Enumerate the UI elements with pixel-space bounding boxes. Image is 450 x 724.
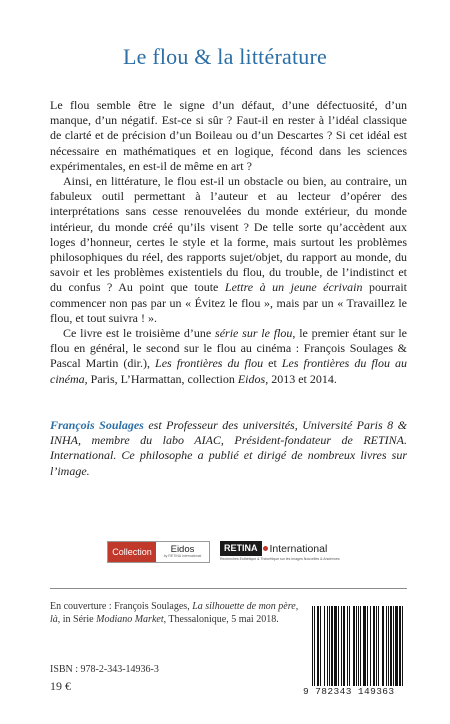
author-name: François Soulages — [50, 418, 144, 432]
paragraph-2 — [50, 174, 407, 326]
retina-logo-international: International — [269, 542, 328, 555]
paragraph-2-italic-title: Lettre à un jeune écrivain — [224, 280, 363, 295]
book-title: Le flou & la littérature — [123, 44, 327, 69]
author-bio-text: est Professeur des universités, Université Paris 8 & INHA, membre du labo AIAC, Président-fondateur de RETINA. International. Ce philosophe a publié et dirigé de nombreux livres sur l’image. — [50, 418, 408, 478]
cover-credit-line2-end: , Thessalonique, 5 mai 2018. — [163, 614, 279, 625]
collection-eidos-logo — [107, 541, 210, 563]
collection-logo-label: Collection — [108, 542, 156, 562]
retina-dot-icon — [263, 546, 268, 551]
cover-credit — [50, 600, 300, 626]
barcode — [303, 606, 405, 700]
cover-credit-work-title: La silhouette de mon père, là — [50, 601, 299, 625]
paragraph-3 — [50, 326, 407, 387]
retina-international-logo — [220, 541, 350, 563]
paragraph-3-series: série sur le flou — [215, 326, 293, 341]
price: 19 € — [50, 679, 71, 693]
paragraph-3-d: , Paris, L’Harmattan, collection — [84, 371, 235, 386]
cover-credit-prefix: En couverture : François Soulages, — [50, 601, 190, 612]
paragraph-2-text: Ainsi, en littérature, le flou est-il un obstacle ou bien, au contraire, un fabuleux outil permettant à l’auteur et au lecteur d’opérer des interprétations sans cesse renouvelées du monde extérieur, du monde intérieur, du monde créé qu’ils visent ? De telle sorte qu’accèdent aux loges d’honneur, certes le style et la forme, mais surtout les problèmes philosophiques du réel, des rapports sujet/objet, du rapport au monde, du savoir et les problèmes existentiels du flou, du trouble, de l’indistinct et du confus ? Au point que toute — [50, 174, 407, 295]
isbn: ISBN : 978-2-343-14936-3 — [50, 664, 159, 675]
retina-logo-tagline: Recherches Esthétique & Théorétique sur les Images Nouvelles & Anciennes — [220, 557, 340, 561]
divider-rule — [50, 588, 407, 589]
paragraph-1: Le flou semble être le signe d’un défaut, d’une défectuosité, d’un manque, d’un négatif. Est-ce si sûr ? Faut-il en rester à l’idéal classique de clarté et de précision d’un Boileau ou d’un Descartes ? Si cet idéal est nécessaire en mathématiques et en logique, fécond dans les sciences expérimentales, en est-il de même en art ? — [50, 98, 407, 173]
back-cover-text — [50, 98, 407, 387]
barcode-digits: 9 782343 149363 — [303, 686, 395, 697]
paragraph-3-e: , 2013 et 2014. — [265, 371, 337, 386]
cover-credit-line2-prefix: , in Série — [57, 614, 94, 625]
collection-logo-sub: by RETINA International — [163, 554, 202, 558]
paragraph-3-c: et — [268, 356, 277, 371]
paragraph-3-b: , le premier étant sur le flou en général, le second sur le flou au cinéma : François Soulages & Pascal Martin (dir.), — [50, 326, 407, 371]
paragraph-3-collection: Eidos — [237, 371, 266, 386]
cover-credit-series: Modiano Market — [96, 614, 164, 625]
collection-logo-name: Eidos — [170, 544, 195, 555]
paragraph-3-book2: Les frontières du flou au cinéma — [50, 356, 408, 386]
retina-logo-box: RETINA — [220, 541, 262, 556]
paragraph-2-end: pourrait commencer non pas par un « Évitez le flou », mais par un « Travaillez le flou, et tout suivra ! ». — [50, 280, 407, 325]
paragraph-3-a: Ce livre est le troisième d’une — [63, 326, 212, 341]
author-bio — [50, 418, 407, 479]
barcode-bars-icon — [312, 606, 405, 686]
paragraph-3-book1: Les frontières du flou — [155, 356, 264, 371]
